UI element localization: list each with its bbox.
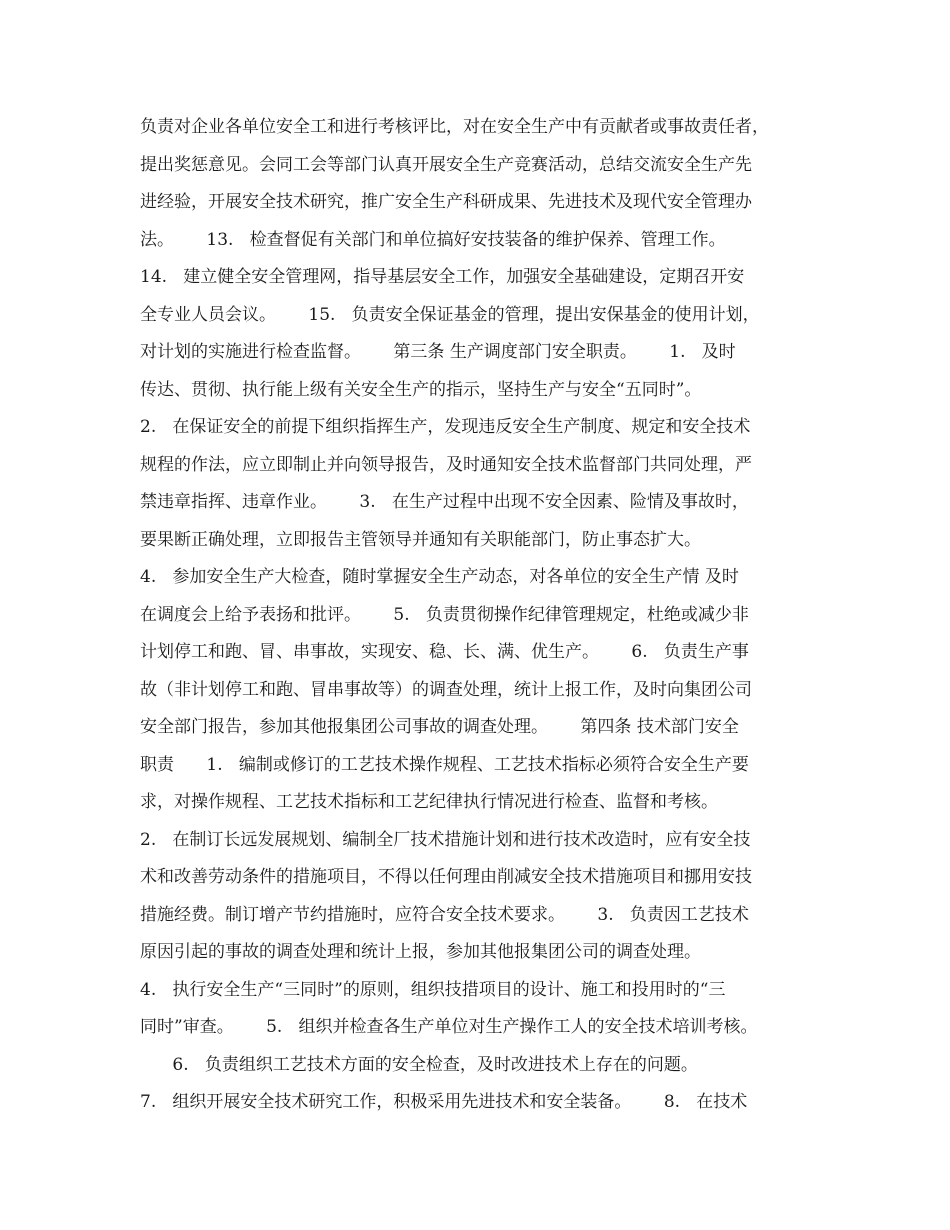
text-line: 进经验，开展安全技术研究，推广安全生产科研成果、先进技术及现代安全管理办: [140, 192, 752, 212]
text-line: 传达、贯彻、执行能上级有关安全生产的指示，坚持生产与安全“五同时”。: [140, 379, 702, 400]
text-line: 原因引起的事故的调查处理和统计上报，参加其他报集团公司的调查处理。: [140, 942, 701, 962]
text-line: 6. 负责组织工艺技术方面的安全检查，及时改进技术上存在的问题。: [140, 1054, 698, 1075]
text-line: 职责 1. 编制或修订的工艺技术操作规程、工艺技术指标必须符合安全生产要: [140, 754, 749, 775]
text-line: 2. 在制订长远发展规划、编制全厂技术措施计划和进行技术改造时，应有安全技: [140, 829, 751, 850]
text-line: 术和改善劳动条件的措施项目，不得以任何理由削减安全技术措施项目和挪用安技: [140, 867, 752, 887]
text-line: 7. 组织开展安全技术研究工作，积极采用先进技术和安全装备。 8. 在技术: [140, 1092, 748, 1112]
text-line: 求，对操作规程、工艺技术指标和工艺纪律执行情况进行检查、监督和考核。: [140, 792, 718, 812]
text-line: 2. 在保证安全的前提下组织指挥生产，发现违反安全生产制度、规定和安全技术: [140, 417, 751, 437]
text-line: 规程的作法，应立即制止并向领导报告，及时通知安全技术监督部门共同处理，严: [140, 454, 752, 475]
text-line: 措施经费。制订增产节约措施时，应符合安全技术要求。 3. 负责因工艺技术: [140, 904, 749, 925]
text-line: 故（非计划停工和跑、冒串事故等）的调查处理，统计上报工作，及时向集团公司: [140, 679, 752, 700]
text-line: 在调度会上给予表扬和批评。 5. 负责贯彻操作纪律管理规定，杜绝或减少非: [140, 604, 749, 625]
text-line: 同时”审查。 5. 组织并检查各生产单位对生产操作工人的安全技术培训考核。: [140, 1017, 758, 1037]
text-line: 4. 参加安全生产大检查，随时掌握安全生产动态，对各单位的安全生产情 及时: [140, 567, 739, 587]
text-line: 要果断正确处理，立即报告主管领导并通知有关职能部门，防止事态扩大。: [140, 529, 701, 550]
text-line: 安全部门报告，参加其他报集团公司事故的调查处理。 第四条 技术部门安全: [140, 717, 739, 737]
text-line: 负责对企业各单位安全工和进行考核评比，对在安全生产中有贡献者或事故责任者，: [140, 117, 769, 137]
text-line: 14. 建立健全安全管理网，指导基层安全工作，加强安全基础建设，定期召开安: [140, 267, 745, 287]
text-line: 法。 13. 检查督促有关部门和单位搞好安技装备的维护保养、管理工作。: [140, 229, 726, 250]
document-body: [140, 109, 840, 1122]
text-line: 全专业人员会议。 15. 负责安全保证基金的管理，提出安保基金的使用计划，: [140, 304, 760, 325]
text-line: 对计划的实施进行检查监督。 第三条 生产调度部门安全职责。 1. 及时: [140, 342, 736, 362]
text-line: 提出奖惩意见。会同工会等部门认真开展安全生产竞赛活动，总结交流安全生产先: [140, 154, 752, 175]
text-line: 禁违章指挥、违章作业。 3. 在生产过程中出现不安全因素、险情及事故时，: [140, 492, 749, 512]
text-line: 4. 执行安全生产“三同时”的原则，组织技措项目的设计、施工和投用时的“三: [140, 979, 726, 1000]
text-line: 计划停工和跑、冒、串事故，实现安、稳、长、满、优生产。 6. 负责生产事: [140, 642, 749, 662]
